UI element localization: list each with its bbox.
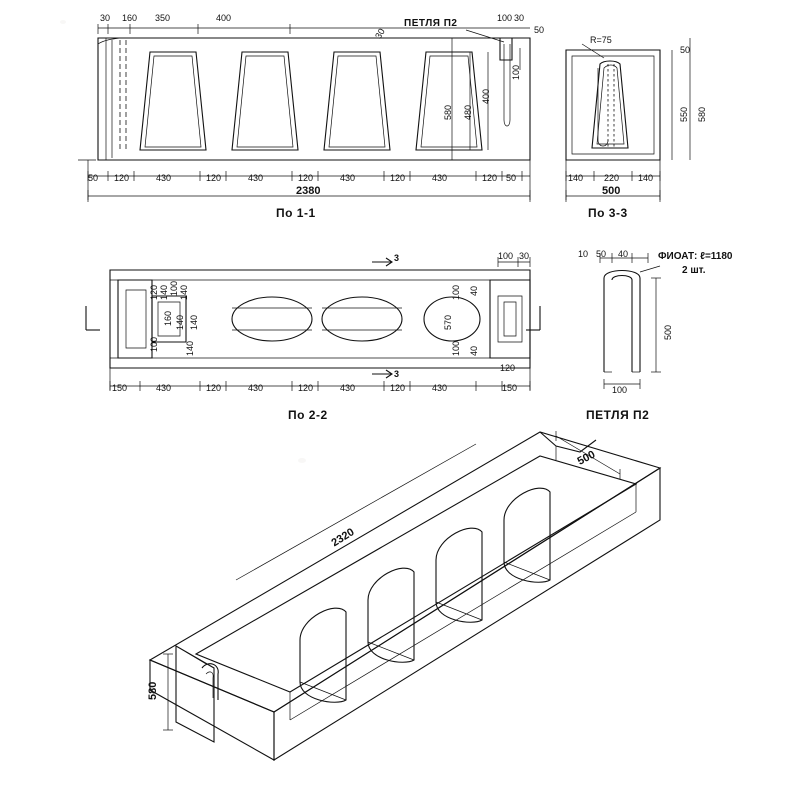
iso-dim-580: 580 [147, 681, 159, 700]
dim-bot-120e: 120 [482, 173, 498, 183]
dim-bot-120a: 120 [114, 173, 130, 183]
dim-mid-bot-430b: 430 [248, 383, 264, 393]
dim-mid-top-30: 30 [519, 251, 530, 261]
dim-mid-120: 120 [149, 284, 159, 300]
dim-500-right: 500 [602, 185, 621, 197]
dim-top-30: 30 [100, 13, 111, 23]
dim-mid-140b: 140 [179, 284, 189, 300]
dim-bot-120d: 120 [390, 173, 406, 183]
dim-bot-50a: 50 [88, 173, 99, 183]
dim-mid-right-100: 100 [451, 284, 461, 300]
dim-140b: 140 [638, 173, 654, 183]
dim-mid-bot-120b: 120 [298, 383, 314, 393]
dim-mid-bot-150a: 150 [112, 383, 128, 393]
loop-dim-50: 50 [596, 249, 607, 259]
dim-mid-bot-150b: 150 [502, 383, 518, 393]
dim-bot-120b: 120 [206, 173, 222, 183]
iso-dim-500: 500 [575, 448, 598, 468]
dim-580-right: 580 [697, 106, 707, 122]
dim-mid-right-40: 40 [469, 285, 479, 296]
dim-100-vertical: 100 [511, 64, 521, 80]
dim-220: 220 [604, 173, 620, 183]
caption-section-3-3: По 3-3 [588, 206, 628, 220]
loop-qty: 2 шт. [682, 265, 706, 276]
dim-top-160: 160 [122, 13, 138, 23]
dim-bot-430b: 430 [248, 173, 264, 183]
dim-mid-100a: 100 [169, 280, 179, 296]
dim-mid-140a: 140 [159, 284, 169, 300]
section-arrow-label-bottom: 3 [394, 369, 400, 379]
dim-mid-bot-430a: 430 [156, 383, 172, 393]
dim-mid-140c: 140 [175, 314, 185, 330]
dim-mid-bot-430c: 430 [340, 383, 356, 393]
loop-dim-40: 40 [618, 249, 629, 259]
loop-note-top: ПЕТЛЯ П2 [404, 18, 458, 29]
dim-mid-right-100b: 100 [451, 340, 461, 356]
dim-400: 400 [481, 88, 491, 104]
section-arrow-label-top: 3 [394, 253, 400, 263]
dim-480: 480 [463, 104, 473, 120]
dim-mid-right-120: 120 [500, 363, 516, 373]
caption-section-1-1: По 1-1 [276, 206, 316, 220]
dim-top-100: 100 [497, 13, 513, 23]
dim-bot-430a: 430 [156, 173, 172, 183]
dim-mid-bot-120c: 120 [390, 383, 406, 393]
dim-mid-160: 160 [163, 310, 173, 326]
loop-dim-500: 500 [663, 324, 673, 340]
dim-580: 580 [443, 104, 453, 120]
dim-mid-100b: 100 [149, 336, 159, 352]
dim-top-400: 400 [216, 13, 232, 23]
dim-mid-right-570: 570 [443, 314, 453, 330]
iso-dim-2320: 2320 [329, 526, 357, 550]
caption-loop: ПЕТЛЯ П2 [586, 408, 650, 422]
dim-bot-50b: 50 [506, 173, 517, 183]
dim-radius-75: R=75 [590, 35, 612, 45]
dim-bot-430d: 430 [432, 173, 448, 183]
dim-top-350: 350 [155, 13, 171, 23]
dim-overall-2380: 2380 [296, 185, 321, 197]
dim-mid-bot-120a: 120 [206, 383, 222, 393]
loop-spec: ФИОАТ: ℓ=1180 [658, 251, 733, 262]
dim-bot-120c: 120 [298, 173, 314, 183]
dim-top-30b: 30 [373, 26, 387, 41]
dim-top-50: 50 [534, 25, 545, 35]
dim-mid-140e: 140 [185, 340, 195, 356]
caption-section-2-2: По 2-2 [288, 408, 328, 422]
dim-bot-430c: 430 [340, 173, 356, 183]
dim-mid-bot-430d: 430 [432, 383, 448, 393]
loop-dim-10: 10 [578, 249, 589, 259]
dim-140a: 140 [568, 173, 584, 183]
dim-mid-140d: 140 [189, 314, 199, 330]
dim-top-30c: 30 [514, 13, 525, 23]
dim-550: 550 [679, 106, 689, 122]
dim-mid-top-100: 100 [498, 251, 514, 261]
dim-50-right: 50 [680, 45, 691, 55]
loop-dim-100: 100 [612, 385, 628, 395]
dim-mid-right-40b: 40 [469, 345, 479, 356]
